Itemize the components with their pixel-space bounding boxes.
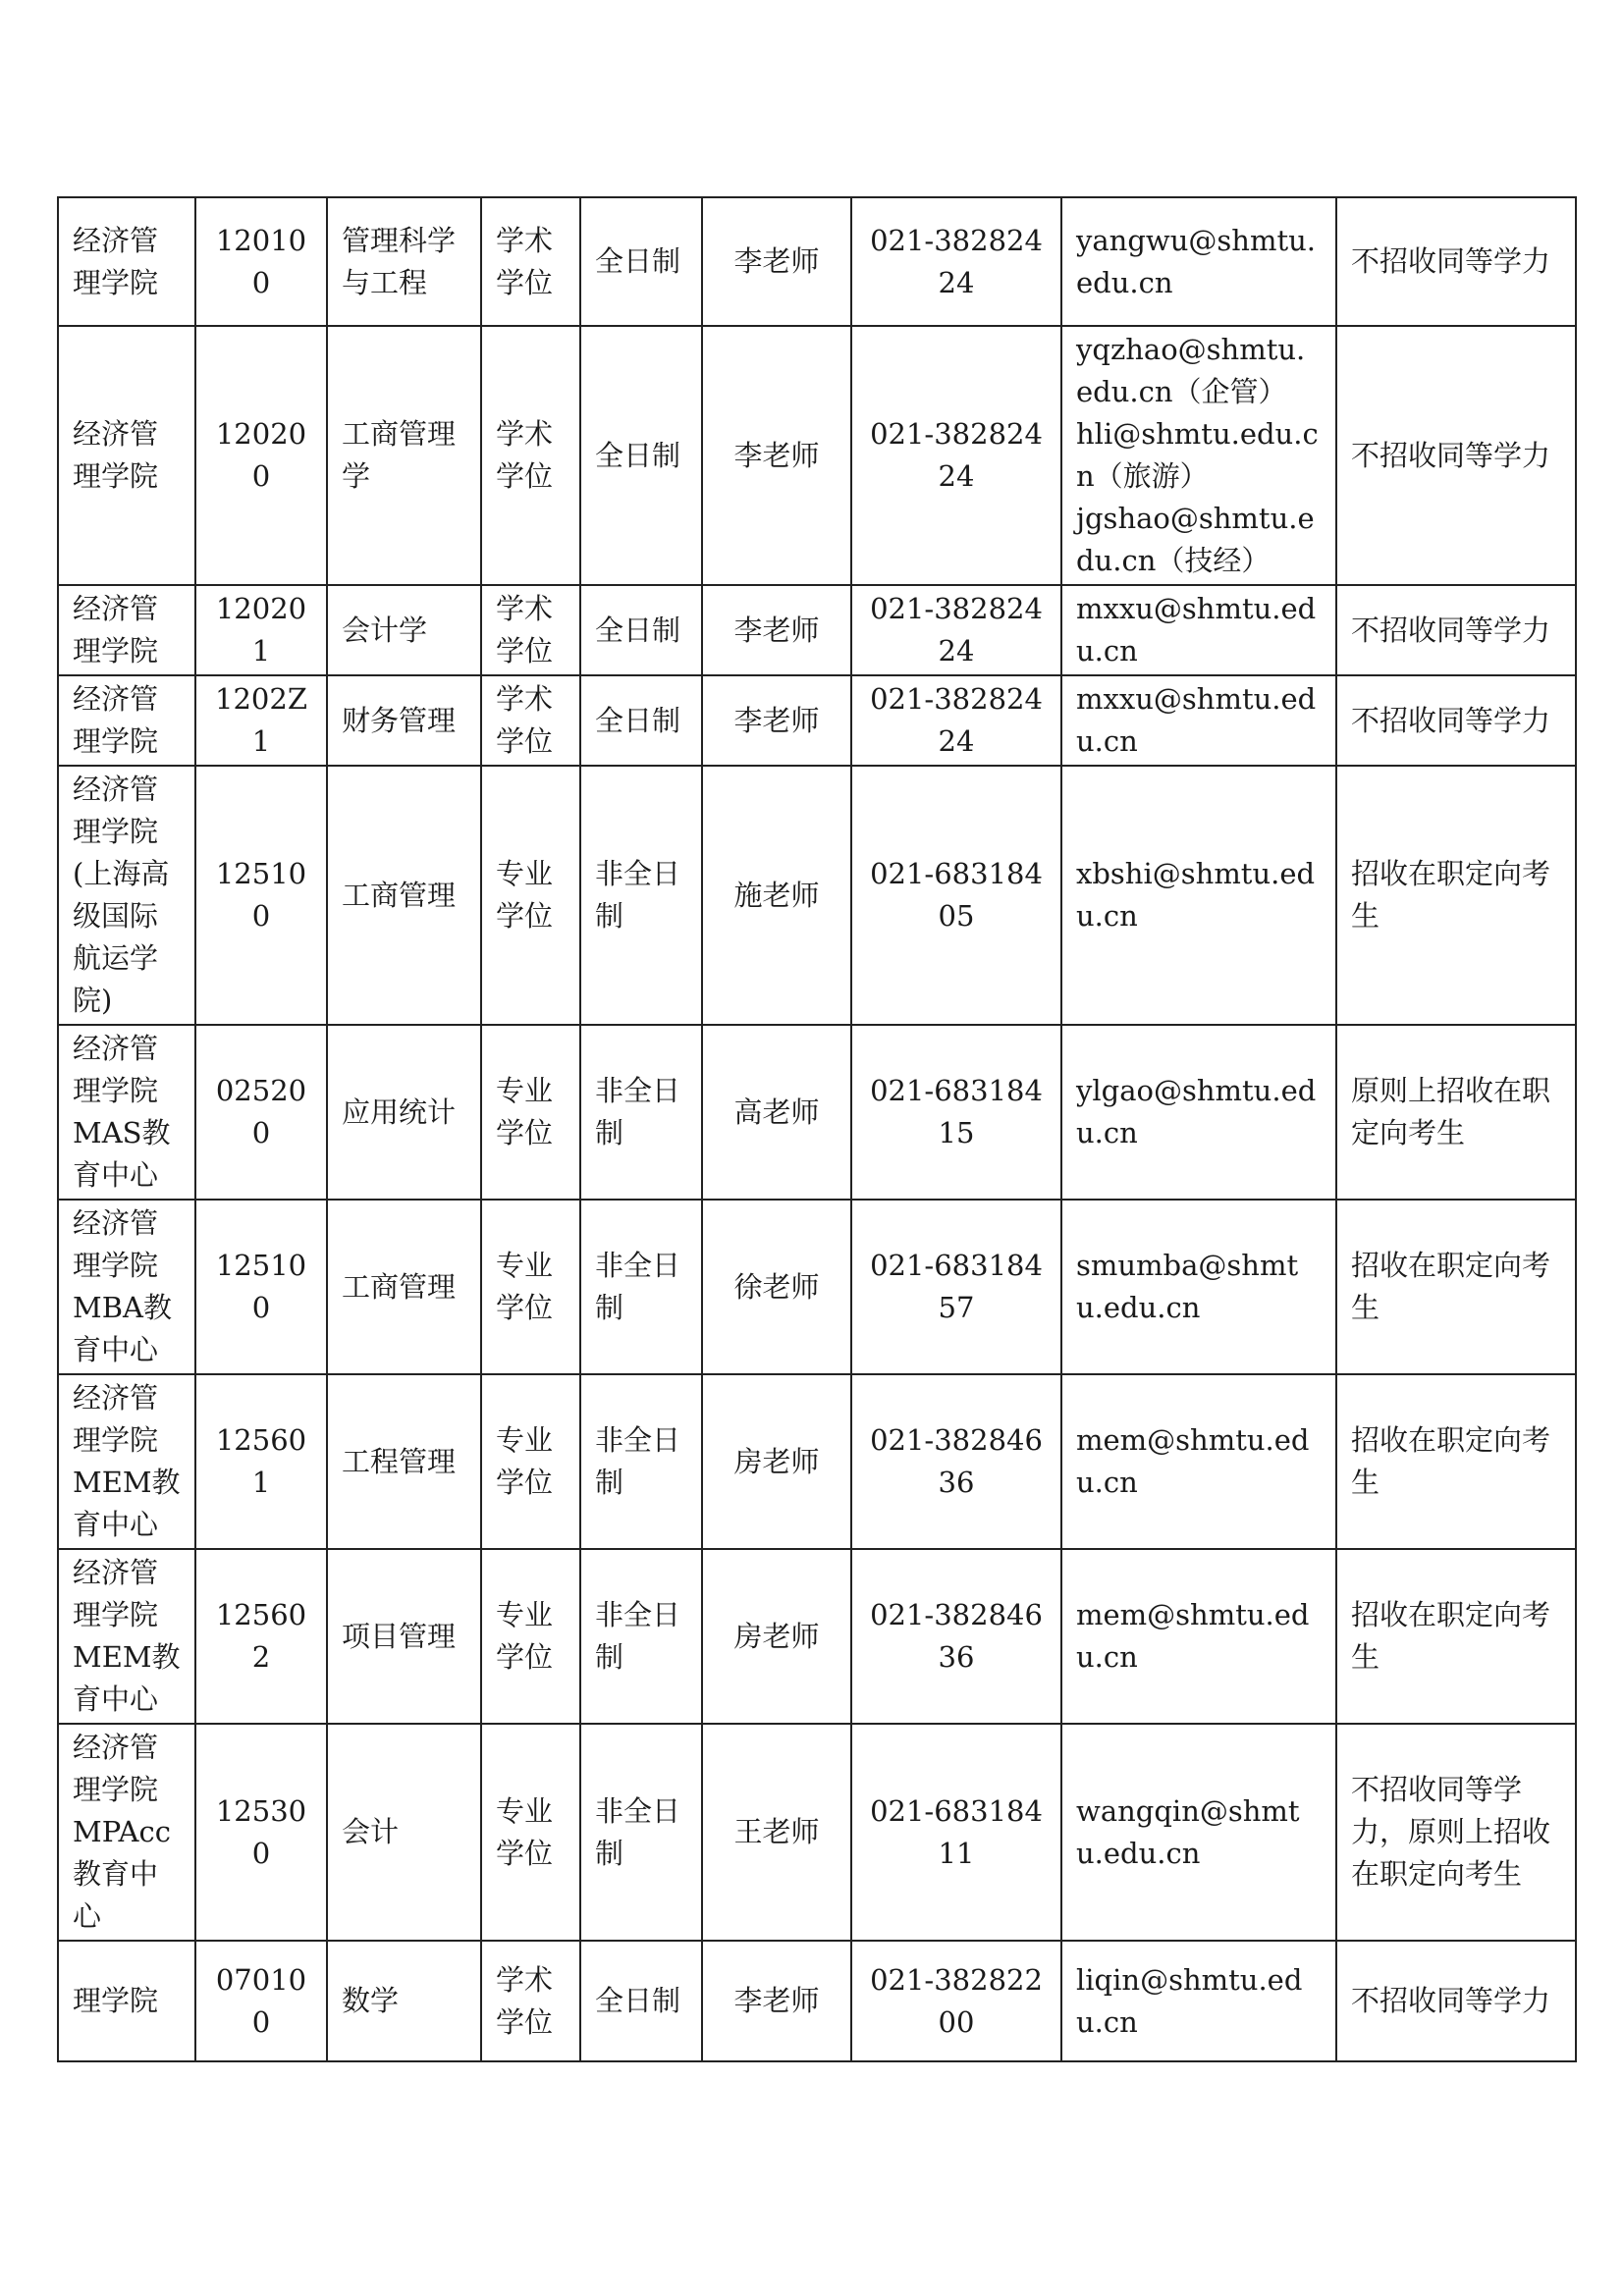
table-row [58,1200,1576,1374]
email-line: mem@shmtu.edu.cn [1076,1598,1310,1674]
phone-cell: 021-38282424 [851,197,1061,326]
contact-cell: 李老师 [702,1941,851,2061]
note-cell: 不招收同等学力，原则上招收在职定向考生 [1336,1724,1576,1941]
email-cell [1061,1200,1336,1374]
study-mode-cell: 非全日制 [580,1200,702,1374]
table-row [58,675,1576,766]
note-cell: 不招收同等学力 [1336,675,1576,766]
email-cell [1061,326,1336,585]
email-line: mxxu@shmtu.edu.cn [1076,682,1317,758]
degree-type-cell: 学术学位 [481,585,580,675]
email-cell [1061,766,1336,1025]
code-cell: 120201 [195,585,327,675]
email-cell [1061,585,1336,675]
major-cell: 项目管理 [327,1549,481,1724]
contact-cell: 施老师 [702,766,851,1025]
email-line: xbshi@shmtu.edu.cn [1076,857,1316,933]
phone-cell: 021-38282424 [851,326,1061,585]
study-mode-cell: 全日制 [580,197,702,326]
college-cell: 经济管理学院 [58,585,195,675]
degree-type-cell: 学术学位 [481,1941,580,2061]
note-cell: 不招收同等学力 [1336,585,1576,675]
study-mode-cell: 全日制 [580,1941,702,2061]
email-line: yqzhao@shmtu.edu.cn（企管） [1076,333,1306,408]
college-cell: 经济管理学院(上海高级国际航运学院) [58,766,195,1025]
email-line: hli@shmtu.edu.cn（旅游） [1076,417,1319,493]
study-mode-cell: 非全日制 [580,1549,702,1724]
email-line: ylgao@shmtu.edu.cn [1076,1074,1317,1149]
degree-type-cell: 学术学位 [481,197,580,326]
major-cell: 财务管理 [327,675,481,766]
major-cell: 工商管理 [327,1200,481,1374]
major-cell: 工商管理学 [327,326,481,585]
study-mode-cell: 全日制 [580,675,702,766]
code-cell: 025200 [195,1025,327,1200]
email-cell [1061,675,1336,766]
major-cell: 工商管理 [327,766,481,1025]
degree-type-cell: 专业学位 [481,766,580,1025]
code-cell: 125300 [195,1724,327,1941]
note-cell: 不招收同等学力 [1336,1941,1576,2061]
email-line: liqin@shmtu.edu.cn [1076,1962,1303,2039]
note-cell: 原则上招收在职定向考生 [1336,1025,1576,1200]
code-cell: 070100 [195,1941,327,2061]
email-cell [1061,1025,1336,1200]
note-cell: 招收在职定向考生 [1336,766,1576,1025]
degree-type-cell: 专业学位 [481,1374,580,1549]
study-mode-cell: 非全日制 [580,1374,702,1549]
major-cell: 会计学 [327,585,481,675]
college-cell: 经济管理学院MAS教育中心 [58,1025,195,1200]
code-cell: 125602 [195,1549,327,1724]
college-cell: 经济管理学院MPAcc教育中心 [58,1724,195,1941]
major-cell: 工程管理 [327,1374,481,1549]
contact-cell: 高老师 [702,1025,851,1200]
code-cell: 125601 [195,1374,327,1549]
note-cell: 招收在职定向考生 [1336,1200,1576,1374]
phone-cell: 021-68318411 [851,1724,1061,1941]
contact-table [57,196,1577,2062]
college-cell: 经济管理学院 [58,326,195,585]
contact-cell: 李老师 [702,585,851,675]
email-line: jgshao@shmtu.edu.cn（技经） [1076,502,1315,577]
table-row [58,1941,1576,2061]
code-cell: 120100 [195,197,327,326]
email-cell [1061,1941,1336,2061]
major-cell: 会计 [327,1724,481,1941]
college-cell: 经济管理学院MEM教育中心 [58,1374,195,1549]
contact-cell: 房老师 [702,1374,851,1549]
email-line: mxxu@shmtu.edu.cn [1076,592,1317,667]
table-row [58,585,1576,675]
email-line: smumba@shmtu.edu.cn [1076,1249,1299,1324]
email-line: wangqin@shmtu.edu.cn [1076,1793,1300,1870]
phone-cell: 021-68318415 [851,1025,1061,1200]
note-cell: 不招收同等学力 [1336,326,1576,585]
note-cell: 招收在职定向考生 [1336,1374,1576,1549]
contact-cell: 李老师 [702,675,851,766]
email-line: yangwu@shmtu.edu.cn [1076,223,1317,299]
code-cell: 1202Z1 [195,675,327,766]
note-cell: 不招收同等学力 [1336,197,1576,326]
study-mode-cell: 非全日制 [580,766,702,1025]
phone-cell: 021-38284636 [851,1374,1061,1549]
phone-cell: 021-38282424 [851,675,1061,766]
phone-cell: 021-68318405 [851,766,1061,1025]
contact-cell: 房老师 [702,1549,851,1724]
contact-cell: 李老师 [702,197,851,326]
email-cell [1061,1549,1336,1724]
email-line: mem@shmtu.edu.cn [1076,1423,1310,1499]
phone-cell: 021-38282424 [851,585,1061,675]
degree-type-cell: 专业学位 [481,1724,580,1941]
contact-cell: 徐老师 [702,1200,851,1374]
college-cell: 经济管理学院 [58,675,195,766]
code-cell: 125100 [195,766,327,1025]
table-row [58,1724,1576,1941]
table-body [58,197,1576,2061]
phone-cell: 021-38282200 [851,1941,1061,2061]
note-cell: 招收在职定向考生 [1336,1549,1576,1724]
degree-type-cell: 专业学位 [481,1549,580,1724]
major-cell: 管理科学与工程 [327,197,481,326]
table-row [58,766,1576,1025]
degree-type-cell: 专业学位 [481,1025,580,1200]
major-cell: 应用统计 [327,1025,481,1200]
email-cell [1061,197,1336,326]
code-cell: 125100 [195,1200,327,1374]
college-cell: 经济管理学院MBA教育中心 [58,1200,195,1374]
table-row [58,1549,1576,1724]
table-row [58,1025,1576,1200]
study-mode-cell: 非全日制 [580,1025,702,1200]
study-mode-cell: 全日制 [580,326,702,585]
phone-cell: 021-68318457 [851,1200,1061,1374]
college-cell: 理学院 [58,1941,195,2061]
phone-cell: 021-38284636 [851,1549,1061,1724]
table-row [58,197,1576,326]
degree-type-cell: 学术学位 [481,326,580,585]
email-cell [1061,1374,1336,1549]
major-cell: 数学 [327,1941,481,2061]
degree-type-cell: 专业学位 [481,1200,580,1374]
email-cell [1061,1724,1336,1941]
degree-type-cell: 学术学位 [481,675,580,766]
contact-cell: 李老师 [702,326,851,585]
code-cell: 120200 [195,326,327,585]
college-cell: 经济管理学院MEM教育中心 [58,1549,195,1724]
contact-cell: 王老师 [702,1724,851,1941]
study-mode-cell: 非全日制 [580,1724,702,1941]
table-row [58,1374,1576,1549]
study-mode-cell: 全日制 [580,585,702,675]
table-row [58,326,1576,585]
college-cell: 经济管理学院 [58,197,195,326]
